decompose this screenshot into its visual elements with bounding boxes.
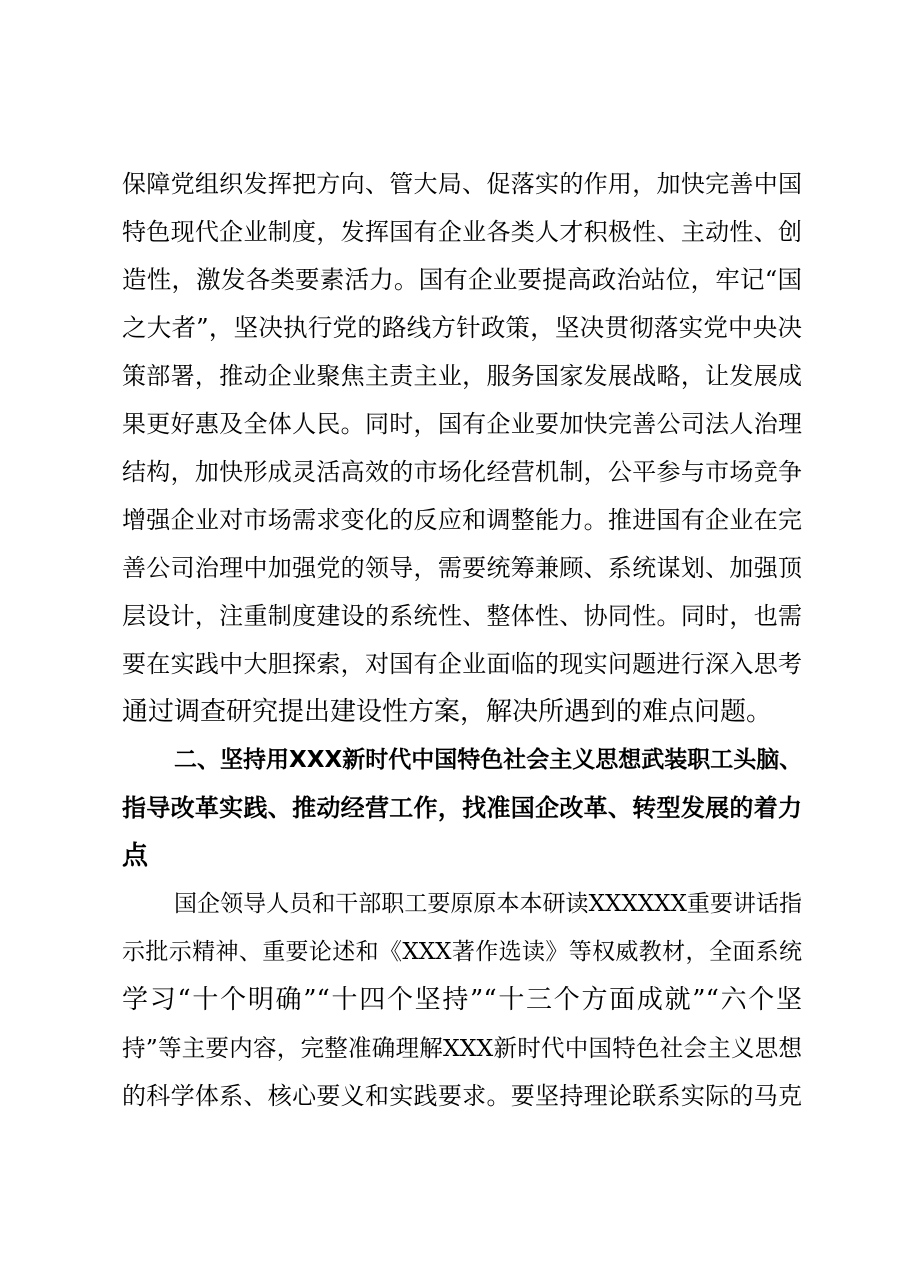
paragraph-1-line: 果更好惠及全体人民。同时，国有企业要加快完善公司法人治理 <box>122 410 802 438</box>
paragraph-1-line: 特色现代企业制度，发挥国有企业各类人才积极性、主动性、创 <box>122 218 802 246</box>
paragraph-2-line: 持”等主要内容，完整准确理解XXX新时代中国特色社会主义思想 <box>122 1034 802 1062</box>
paragraph-1-line: 造性，激发各类要素活力。国有企业要提高政治站位，牢记“国 <box>122 265 802 294</box>
paragraph-1-line: 善公司治理中加强党的领导，需要统筹兼顾、系统谋划、加强顶 <box>122 554 802 582</box>
paragraph-1-line: 保障党组织发挥把方向、管大局、促落实的作用，加快完善中国 <box>122 170 802 198</box>
paragraph-1-line: 层设计，注重制度建设的系统性、整体性、协同性。同时，也需 <box>122 602 802 630</box>
paragraph-1-line: 增强企业对市场需求变化的反应和调整能力。推进国有企业在完 <box>122 506 802 534</box>
paragraph-2-line: 学习“十个明确”“十四个坚持”“十三个方面成就”“六个坚 <box>122 985 802 1015</box>
paragraph-2-line: 示批示精神、重要论述和《XXX著作选读》等权威教材，全面系统 <box>122 939 802 965</box>
paragraph-2-line: 的科学体系、核心要义和实践要求。要坚持理论联系实际的马克 <box>122 1082 802 1110</box>
paragraph-1-line: 策部署，推动企业聚焦主责主业，服务国家发展战略，让发展成 <box>122 362 802 390</box>
paragraph-1-line: 要在实践中大胆探索，对国有企业面临的现实问题进行深入思考 <box>122 650 802 678</box>
paragraph-1-line: 之大者”，坚决执行党的路线方针政策，坚决贯彻落实党中央决 <box>122 313 802 342</box>
section-heading-line: 二、坚持用XXX新时代中国特色社会主义思想武装职工头脑、 <box>174 747 803 773</box>
paragraph-1-line: 通过调查研究提出建设性方案，解决所遇到的难点问题。 <box>122 697 773 727</box>
section-heading-line: 指导改革实践、推动经营工作，找准国企改革、转型发展的着力 <box>122 794 802 822</box>
paragraph-1-line: 结构，加快形成灵活高效的市场化经营机制，公平参与市场竞争 <box>122 458 802 486</box>
paragraph-2-line: 国企领导人员和干部职工要原原本本研读XXXXXX重要讲话指 <box>174 891 802 917</box>
section-heading-line: 点 <box>122 841 149 871</box>
